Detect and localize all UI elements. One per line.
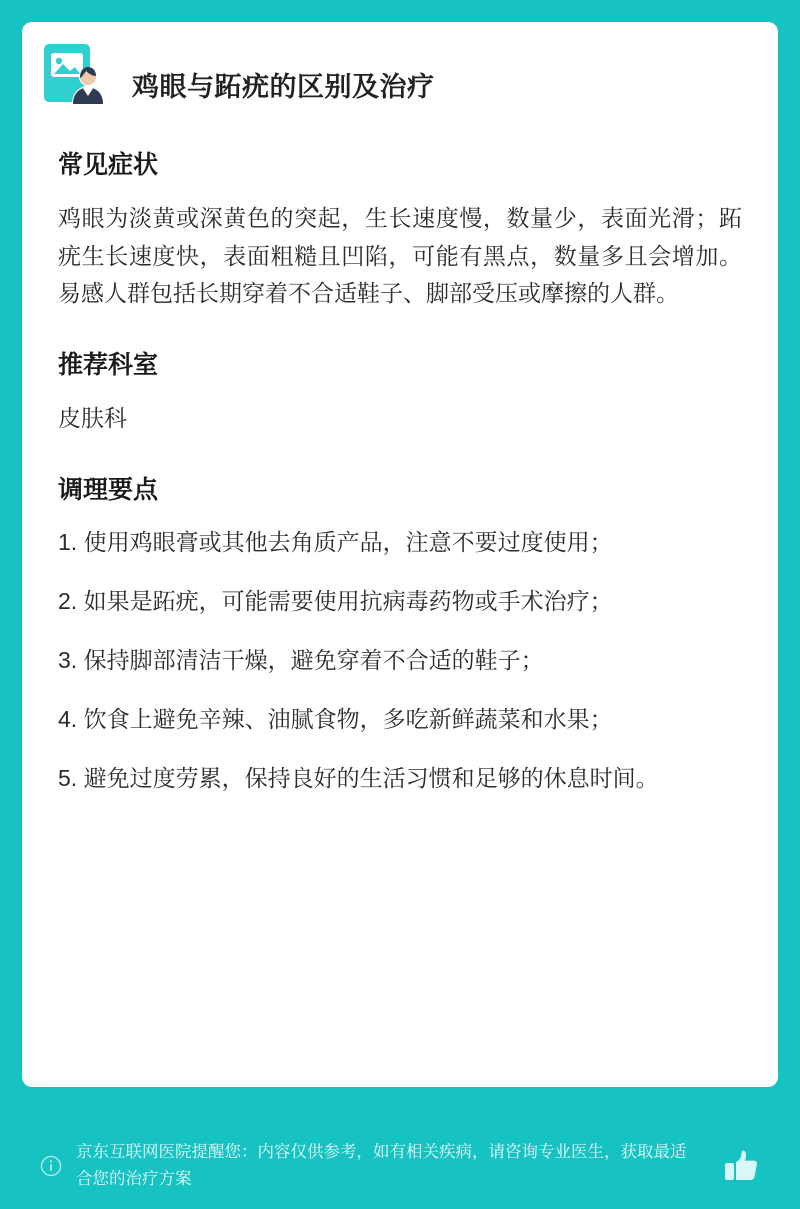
section-paragraph-department: 皮肤科 [58,404,127,431]
section-heading-department: 推荐科室 [58,351,159,380]
document-image-icon [42,42,106,106]
section-paragraph-symptoms: 鸡眼为淡黄或深黄色的突起，生长速度慢，数量少，表面光滑；跖疣生长速度快，表面粗糙且凹陷，可能有黑点，数量多且会增加。易感人群包括长期穿着不合适鞋子、脚部受压或摩擦的人群。 [58,204,742,307]
list-item: 3. 保持脚部清洁干燥，避免穿着不合适的鞋子； [58,646,544,673]
list-item: 4. 饮食上避免辛辣、油腻食物，多吃新鲜蔬菜和水果； [58,705,613,732]
list-item: 1. 使用鸡眼膏或其他去角质产品，注意不要过度使用； [58,529,613,556]
article-content [58,149,742,796]
page-title: 鸡眼与跖疣的区别及治疗 [132,72,435,102]
list-item: 2. 如果是跖疣，可能需要使用抗病毒药物或手术治疗； [58,588,613,615]
footer-disclaimer-text: 京东互联网医院提醒您：内容仅供参考，如有相关疾病，请咨询专业医生，获取最适合您的治疗方案 [76,1142,687,1188]
section-heading-symptoms: 常见症状 [58,151,159,180]
section-heading-care-tips: 调理要点 [58,475,159,504]
list-item: 5. 避免过度劳累，保持良好的生活习惯和足够的休息时间。 [58,764,659,791]
article-card [22,22,778,1087]
thumbs-up-icon[interactable] [722,1147,760,1185]
info-circle-icon [40,1155,62,1177]
footer-disclaimer-bar [22,1139,778,1193]
